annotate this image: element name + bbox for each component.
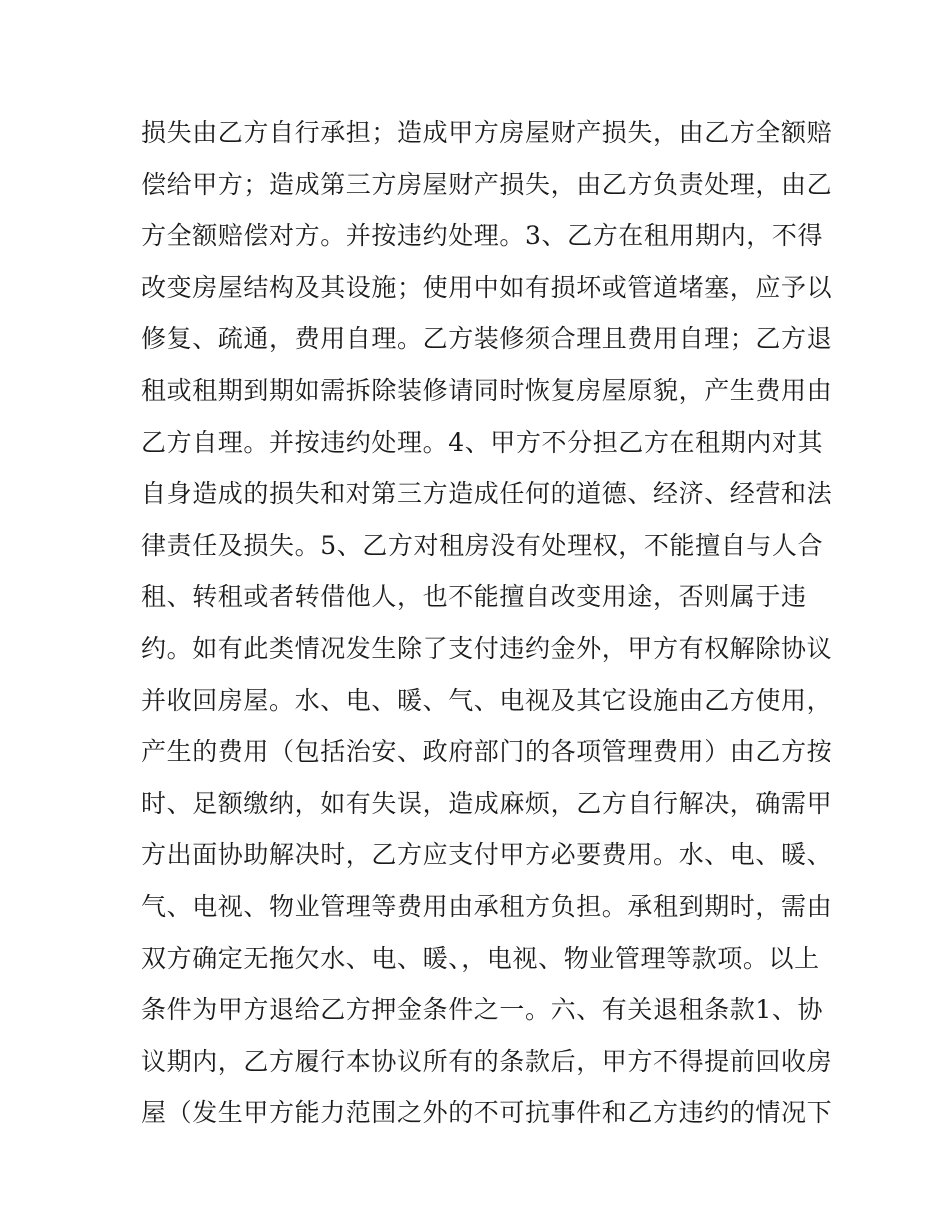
text-line: 双方确定无拖欠水、电、暖、，电视、物业管理等款项。以上 <box>141 943 820 973</box>
text-line: 产生的费用（包括治安、政府部门的各项管理费用）由乙方按 <box>141 737 833 767</box>
text-line: 方出面协助解决时，乙方应支付甲方必要费用。水、电、暖、 <box>141 840 833 870</box>
text-line: 议期内，乙方履行本协议所有的条款后，甲方不得提前回收房 <box>141 1046 833 1076</box>
text-line: 律责任及损失。5、乙方对租房没有处理权，不能擅自与人合 <box>141 530 824 560</box>
text-line: 租、转租或者转借他人，也不能擅自改变用途，否则属于违 <box>141 582 807 612</box>
text-line: 自身造成的损失和对第三方造成任何的道德、经济、经营和法 <box>141 479 833 509</box>
text-line: 气、电视、物业管理等费用由承租方负担。承租到期时，需由 <box>141 891 833 921</box>
text-line: 改变房屋结构及其设施；使用中如有损坏或管道堵塞，应予以 <box>141 272 833 302</box>
body-text <box>141 107 833 1139</box>
text-line: 损失由乙方自行承担；造成甲方房屋财产损失，由乙方全额赔 <box>141 118 833 147</box>
text-line: 并收回房屋。水、电、暖、气、电视及其它设施由乙方使用， <box>141 685 833 715</box>
text-line: 条件为甲方退给乙方押金条件之一。六、有关退租条款1、协 <box>141 995 824 1025</box>
text-line: 约。如有此类情况发生除了支付违约金外，甲方有权解除协议 <box>141 633 833 663</box>
text-line: 租或租期到期如需拆除装修请同时恢复房屋原貌，产生费用由 <box>141 375 833 405</box>
text-line: 乙方自理。并按违约处理。4、甲方不分担乙方在租期内对其 <box>141 427 824 457</box>
text-line: 偿给甲方；造成第三方房屋财产损失，由乙方负责处理，由乙 <box>141 169 833 199</box>
text-line: 方全额赔偿对方。并按违约处理。3、乙方在租用期内，不得 <box>141 221 824 251</box>
text-line: 时、足额缴纳，如有失误，造成麻烦，乙方自行解决，确需甲 <box>141 788 833 818</box>
text-line: 屋（发生甲方能力范围之外的不可抗事件和乙方违约的情况下 <box>141 1098 833 1128</box>
text-line: 修复、疏通，费用自理。乙方装修须合理且费用自理；乙方退 <box>141 324 833 354</box>
